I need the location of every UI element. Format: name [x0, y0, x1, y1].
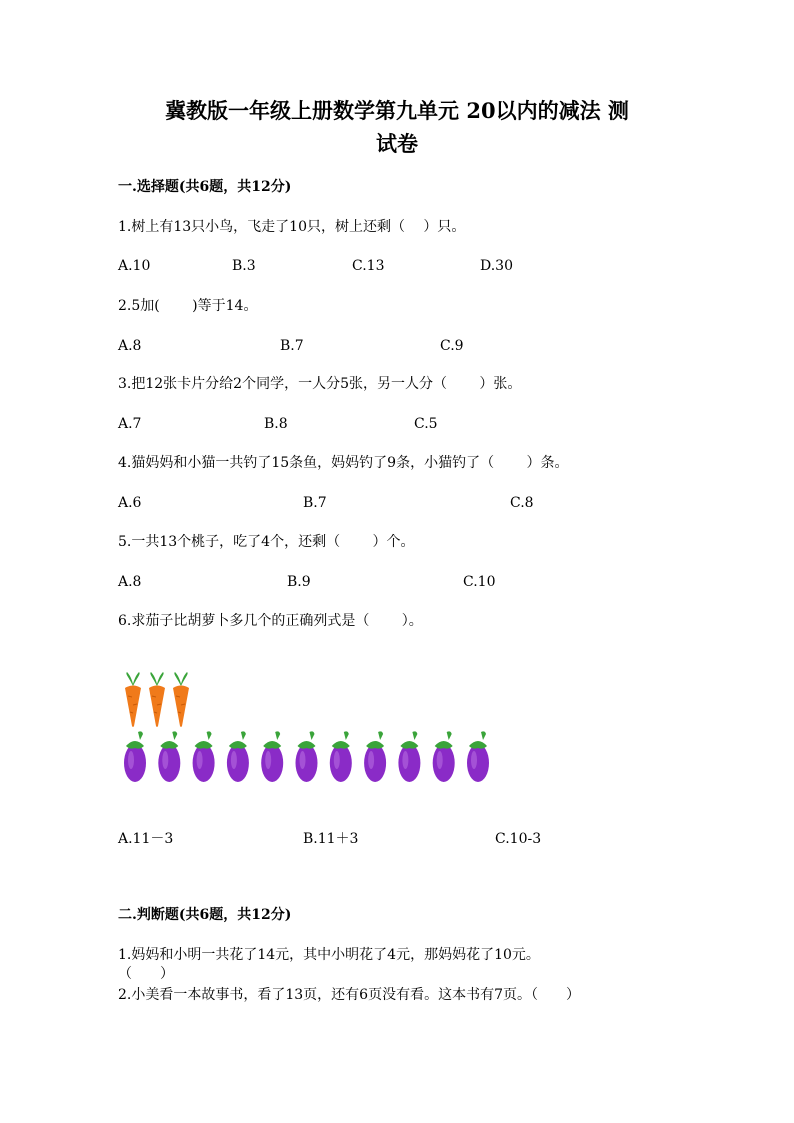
eggplant-icon — [330, 731, 352, 782]
question-6-option-a: A.11－3 — [118, 831, 174, 847]
section-2-heading: 二.判断题(共6题，共12分) — [118, 907, 292, 923]
question-6-option-c: C.10-3 — [495, 831, 542, 847]
question-4-option-c: C.8 — [510, 495, 534, 511]
eggplant-icon — [433, 731, 455, 782]
eggplant-icon — [227, 731, 249, 782]
question-6-stem: 6.求茄子比胡萝卜多几个的正确列式是（ ）。 — [118, 613, 423, 629]
judge-1-line-2: （ ） — [118, 966, 174, 982]
question-1-option-b: B.3 — [232, 258, 256, 274]
title-line-1: 冀教版一年级上册数学第九单元 20以内的减法 测 — [165, 98, 629, 123]
question-4-option-b: B.7 — [303, 495, 327, 511]
question-3-option-a: A.7 — [118, 416, 142, 432]
question-5-option-c: C.10 — [463, 574, 496, 590]
eggplant-icon — [398, 731, 420, 782]
question-2-option-b: B.7 — [280, 338, 304, 354]
carrot-icon — [173, 672, 189, 727]
question-1-option-a: A.10 — [118, 258, 151, 274]
question-5-option-a: A.8 — [118, 574, 142, 590]
question-3-option-c: C.5 — [414, 416, 438, 432]
question-4-option-a: A.6 — [118, 495, 142, 511]
carrot-row — [122, 672, 194, 728]
eggplant-row — [120, 730, 493, 784]
question-1-stem: 1.树上有13只小鸟，飞走了10只，树上还剩（ ）只。 — [118, 219, 466, 235]
question-4-stem: 4.猫妈妈和小猫一共钓了15条鱼，妈妈钓了9条，小猫钓了（ ）条。 — [118, 455, 569, 471]
question-1-option-c: C.13 — [352, 258, 385, 274]
question-2-option-a: A.8 — [118, 338, 142, 354]
question-1-option-d: D.30 — [480, 258, 513, 274]
carrot-icon — [125, 672, 141, 727]
eggplant-icon — [296, 731, 318, 782]
eggplant-icon — [193, 731, 215, 782]
question-3-option-b: B.8 — [264, 416, 288, 432]
question-5-option-b: B.9 — [287, 574, 311, 590]
eggplant-icon — [158, 731, 180, 782]
judge-1-line-1: 1.妈妈和小明一共花了14元，其中小明花了4元，那妈妈花了10元。 — [118, 947, 540, 963]
page-title — [110, 94, 684, 160]
question-6-option-b: B.11＋3 — [303, 831, 359, 847]
question-3-stem: 3.把12张卡片分给2个同学，一人分5张，另一人分（ ）张。 — [118, 376, 522, 392]
judge-2-line-1: 2.小美看一本故事书，看了13页，还有6页没有看。这本书有7页。（ ） — [118, 987, 580, 1003]
question-2-option-c: C.9 — [440, 338, 464, 354]
question-2-stem: 2.5加( )等于14。 — [118, 298, 258, 314]
eggplant-icon — [261, 731, 283, 782]
eggplant-icon — [467, 731, 489, 782]
carrot-icon — [149, 672, 165, 727]
eggplant-icon — [364, 731, 386, 782]
question-5-stem: 5.一共13个桃子，吃了4个，还剩（ ）个。 — [118, 534, 415, 550]
title-line-2: 试卷 — [376, 131, 418, 156]
section-1-heading: 一.选择题(共6题，共12分) — [118, 179, 292, 195]
eggplant-icon — [124, 731, 146, 782]
